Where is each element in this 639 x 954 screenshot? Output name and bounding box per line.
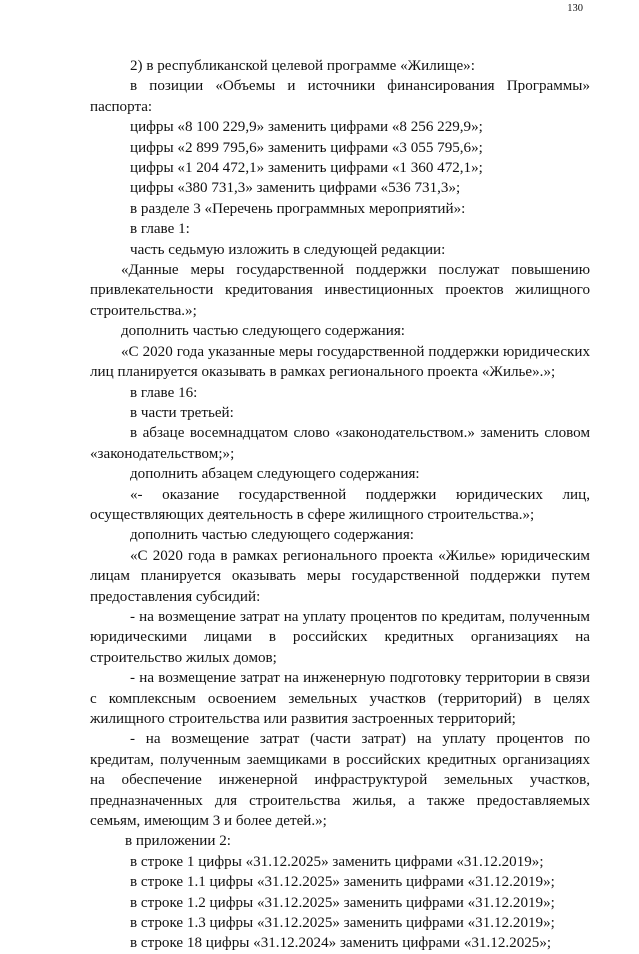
paragraph: «С 2020 года в рамках регионального проекта «Жилье» юридическим лицам планируется оказывать меры государственной поддержки путем предоставления субсидий: [90, 547, 590, 605]
paragraph: в главе 1: [130, 221, 190, 238]
paragraph: в строке 1.3 цифры «31.12.2025» заменить цифрами «31.12.2019»; [130, 915, 555, 932]
paragraph: «Данные меры государственной поддержки послужат повышению привлекательности кредитования инвестиционных проектов жилищного строительства.»; [90, 262, 590, 319]
paragraph: - на возмещение затрат (части затрат) на уплату процентов по кредитам, полученным заемщиками в российских кредитных организациях на обеспечение инженерной инфраструктурой земельных участков, предназначенных для строительства жилья, а также предоставляемых семьям, имеющим 3 и более детей.»; [90, 731, 590, 830]
paragraph: дополнить абзацем следующего содержания: [130, 466, 420, 483]
paragraph: цифры «2 899 795,6» заменить цифрами «3 055 795,6»; [130, 139, 483, 156]
paragraph: «С 2020 года указанные меры государственной поддержки юридических лиц планируется оказывать в рамках регионального проекта «Жилье».»; [90, 343, 590, 381]
paragraph: цифры «1 204 472,1» заменить цифрами «1 360 472,1»; [130, 160, 483, 177]
paragraph: цифры «380 731,3» заменить цифрами «536 731,3»; [130, 180, 461, 197]
paragraph: 2) в республиканской целевой программе «Жилище»: [130, 58, 475, 74]
paragraph: «- оказание государственной поддержки юридических лиц, осуществляющих деятельность в сфере жилищного строительства.»; [90, 486, 590, 523]
paragraph: в приложении 2: [125, 833, 231, 850]
paragraph: в строке 18 цифры «31.12.2024» заменить цифрами «31.12.2025»; [130, 935, 552, 952]
paragraph: в части третьей: [130, 404, 234, 421]
paragraph: дополнить частью следующего содержания: [130, 527, 414, 544]
paragraph: дополнить частью следующего содержания: [121, 323, 405, 340]
paragraph: цифры «8 100 229,9» заменить цифрами «8 256 229,9»; [130, 119, 483, 136]
paragraph: в строке 1 цифры «31.12.2025» заменить цифрами «31.12.2019»; [130, 853, 544, 870]
paragraph: - на возмещение затрат на инженерную подготовку территории в связи с комплексным освоением земельных участков (территорий) в целях жилищного строительства или развития застроенных территорий; [90, 670, 590, 727]
paragraph: в абзаце восемнадцатом слово «законодательством.» заменить словом «законодательством;»; [90, 425, 590, 462]
page-number: 130 [567, 3, 583, 14]
paragraph: в позиции «Объемы и источники финансирования Программы» паспорта: [90, 78, 590, 115]
document-body [90, 56, 590, 954]
paragraph: в главе 16: [130, 384, 198, 401]
paragraph: - на возмещение затрат на уплату процентов по кредитам, полученным юридическими лицами в российских кредитных организациях на строительство жилых домов; [90, 608, 590, 666]
paragraph: часть седьмую изложить в следующей редакции: [130, 241, 446, 258]
paragraph: в строке 1.1 цифры «31.12.2025» заменить цифрами «31.12.2019»; [130, 874, 555, 891]
paragraph: в строке 1.2 цифры «31.12.2025» заменить цифрами «31.12.2019»; [130, 894, 555, 911]
paragraph: в разделе 3 «Перечень программных мероприятий»: [130, 200, 466, 217]
